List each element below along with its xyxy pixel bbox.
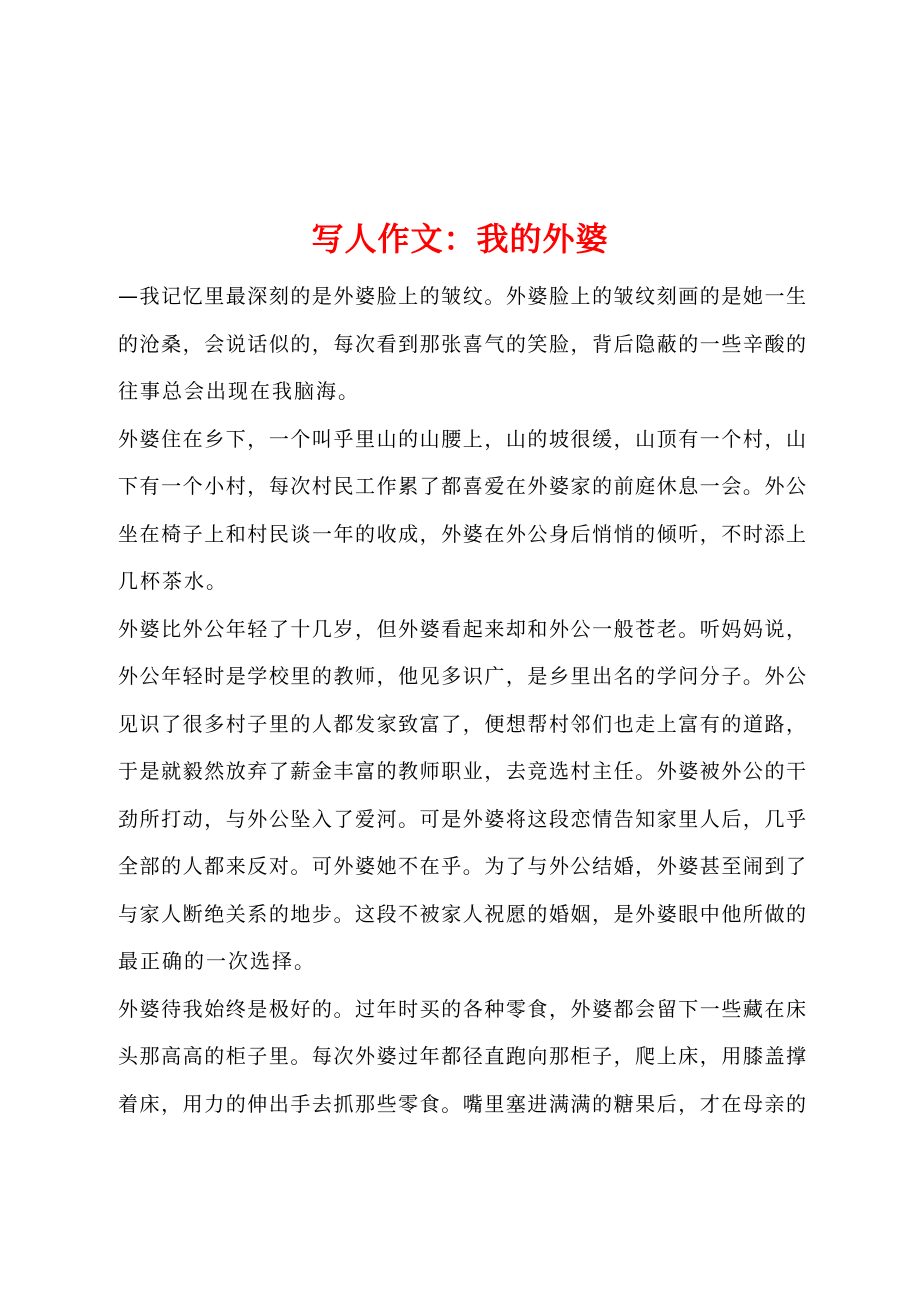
text-line: 外公年轻时是学校里的教师，他见多识广，是乡里出名的学问分子。外公 — [118, 664, 806, 688]
text-line: 外婆住在乡下，一个叫乎里山的山腰上，山的坡很缓，山顶有一个村，山 — [118, 426, 806, 451]
document-body — [118, 273, 806, 1128]
text-line: 于是就毅然放弃了薪金丰富的教师职业，去竞选村主任。外婆被外公的干 — [118, 759, 806, 783]
text-line: 头那高高的柜子里。每次外婆过年都径直跑向那柜子，爬上床，用膝盖撑 — [118, 1044, 806, 1068]
document-title: 写人作文：我的外婆 — [311, 220, 609, 259]
text-line: —我记忆里最深刻的是外婆脸上的皱纹。外婆脸上的皱纹刻画的是她一生 — [118, 284, 806, 308]
text-line: 往事总会出现在我脑海。 — [118, 379, 360, 403]
paragraph — [118, 273, 806, 416]
text-line: 的沧桑，会说话似的，每次看到那张喜气的笑脸，背后隐蔽的一些辛酸的 — [118, 331, 806, 356]
text-line: 劲所打动，与外公坠入了爱河。可是外婆将这段恋情告知家里人后，几乎 — [118, 806, 806, 831]
text-line: 与家人断绝关系的地步。这段不被家人祝愿的婚姻，是外婆眼中他所做的 — [118, 901, 806, 926]
text-line: 坐在椅子上和村民谈一年的收成，外婆在外公身后悄悄的倾听，不时添上 — [118, 521, 806, 546]
text-line: 见识了很多村子里的人都发家致富了，便想帮村邻们也走上富有的道路， — [118, 711, 806, 736]
text-line: 全部的人都来反对。可外婆她不在乎。为了与外公结婚，外婆甚至闹到了 — [118, 854, 806, 878]
paragraph — [118, 416, 806, 606]
text-line: 下有一个小村，每次村民工作累了都喜爱在外婆家的前庭休息一会。外公 — [118, 474, 806, 498]
text-line: 外婆比外公年轻了十几岁，但外婆看起来却和外公一般苍老。听妈妈说， — [118, 616, 806, 641]
paragraph — [118, 606, 806, 986]
text-line: 几杯茶水。 — [118, 569, 228, 593]
text-line: 着床，用力的伸出手去抓那些零食。嘴里塞进满满的糖果后，才在母亲的 — [118, 1091, 806, 1116]
paragraph — [118, 986, 806, 1129]
text-line: 最正确的一次选择。 — [118, 949, 316, 973]
text-line: 外婆待我始终是极好的。过年时买的各种零食，外婆都会留下一些藏在床 — [118, 996, 806, 1021]
